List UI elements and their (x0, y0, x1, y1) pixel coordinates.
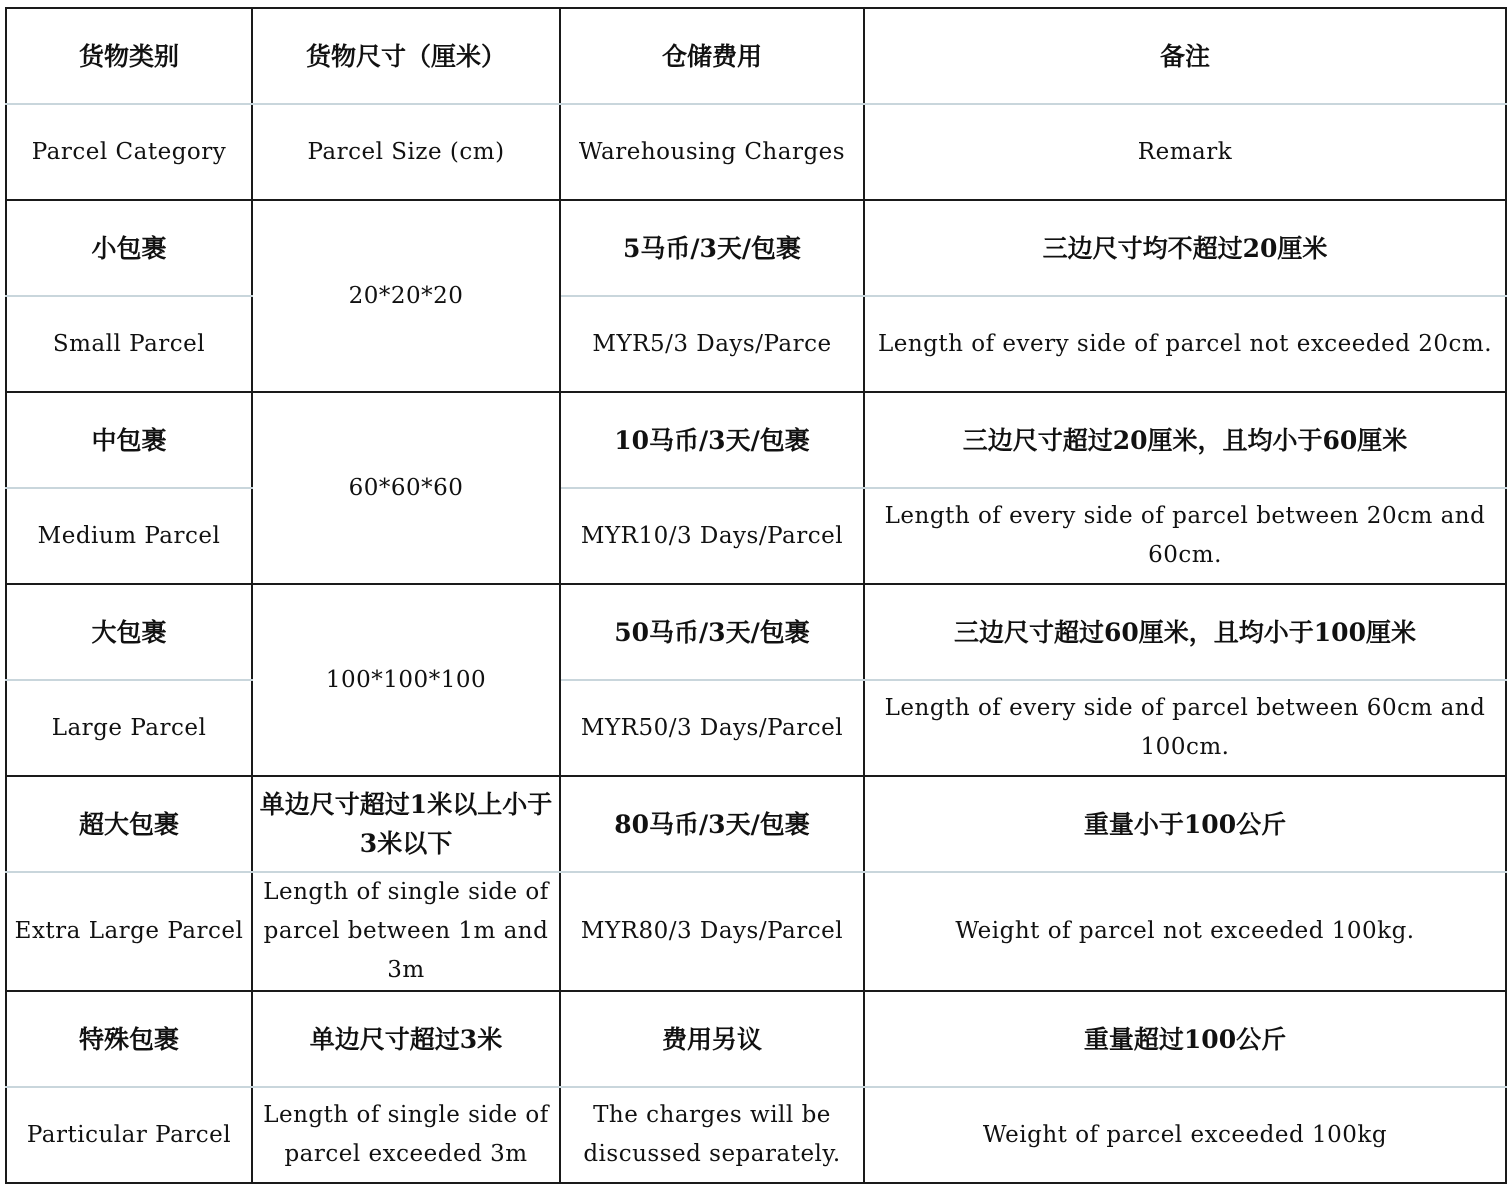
charge-zh-cell: 10马币/3天/包裹 (560, 392, 864, 488)
header-size-zh: 货物尺寸（厘米） (252, 8, 560, 104)
charge-en-cell: MYR5/3 Days/Parce (560, 296, 864, 392)
header-charges-en: Warehousing Charges (560, 104, 864, 200)
remark-en-cell: Weight of parcel exceeded 100kg (864, 1087, 1506, 1183)
charge-zh-cell: 50马币/3天/包裹 (560, 584, 864, 680)
header-charges-zh: 仓储费用 (560, 8, 864, 104)
remark-en-cell: Length of every side of parcel not exceeded 20cm. (864, 296, 1506, 392)
table-row (6, 680, 1506, 776)
remark-en-cell: Length of every side of parcel between 20cm and 60cm. (864, 488, 1506, 584)
remark-en-cell: Weight of parcel not exceeded 100kg. (864, 872, 1506, 991)
category-zh-cell: 特殊包裹 (6, 991, 252, 1087)
size-zh-cell: 单边尺寸超过1米以上小于3米以下 (252, 776, 560, 872)
table-row (6, 296, 1506, 392)
header-remark-zh: 备注 (864, 8, 1506, 104)
header-category-en: Parcel Category (6, 104, 252, 200)
header-category-zh: 货物类别 (6, 8, 252, 104)
header-row-zh (6, 8, 1506, 104)
charge-zh-cell: 费用另议 (560, 991, 864, 1087)
table-row (6, 200, 1506, 296)
size-en-cell: Length of single side of parcel exceeded 3m (252, 1087, 560, 1183)
table-row (6, 776, 1506, 872)
size-cell: 100*100*100 (252, 584, 560, 776)
charge-zh-cell: 5马币/3天/包裹 (560, 200, 864, 296)
header-size-en: Parcel Size (cm) (252, 104, 560, 200)
remark-zh-cell: 重量超过100公斤 (864, 991, 1506, 1087)
header-row-en (6, 104, 1506, 200)
remark-zh-cell: 三边尺寸超过60厘米，且均小于100厘米 (864, 584, 1506, 680)
category-en-cell: Large Parcel (6, 680, 252, 776)
category-zh-cell: 中包裹 (6, 392, 252, 488)
charge-zh-cell: 80马币/3天/包裹 (560, 776, 864, 872)
size-zh-cell: 单边尺寸超过3米 (252, 991, 560, 1087)
table-row (6, 584, 1506, 680)
remark-zh-cell: 重量小于100公斤 (864, 776, 1506, 872)
charge-en-cell: MYR80/3 Days/Parcel (560, 872, 864, 991)
remark-zh-cell: 三边尺寸超过20厘米，且均小于60厘米 (864, 392, 1506, 488)
table-row (6, 488, 1506, 584)
charge-en-cell: The charges will be discussed separately. (560, 1087, 864, 1183)
category-en-cell: Particular Parcel (6, 1087, 252, 1183)
header-remark-en: Remark (864, 104, 1506, 200)
size-cell: 20*20*20 (252, 200, 560, 392)
category-en-cell: Medium Parcel (6, 488, 252, 584)
size-en-cell: Length of single side of parcel between 1m and 3m (252, 872, 560, 991)
charge-en-cell: MYR50/3 Days/Parcel (560, 680, 864, 776)
category-en-cell: Small Parcel (6, 296, 252, 392)
warehousing-charges-table (5, 7, 1507, 1184)
category-zh-cell: 大包裹 (6, 584, 252, 680)
remark-en-cell: Length of every side of parcel between 60cm and 100cm. (864, 680, 1506, 776)
table-row (6, 1087, 1506, 1183)
category-zh-cell: 超大包裹 (6, 776, 252, 872)
table-row (6, 991, 1506, 1087)
remark-zh-cell: 三边尺寸均不超过20厘米 (864, 200, 1506, 296)
category-en-cell: Extra Large Parcel (6, 872, 252, 991)
size-cell: 60*60*60 (252, 392, 560, 584)
category-zh-cell: 小包裹 (6, 200, 252, 296)
table-row (6, 872, 1506, 991)
charge-en-cell: MYR10/3 Days/Parcel (560, 488, 864, 584)
table-row (6, 392, 1506, 488)
